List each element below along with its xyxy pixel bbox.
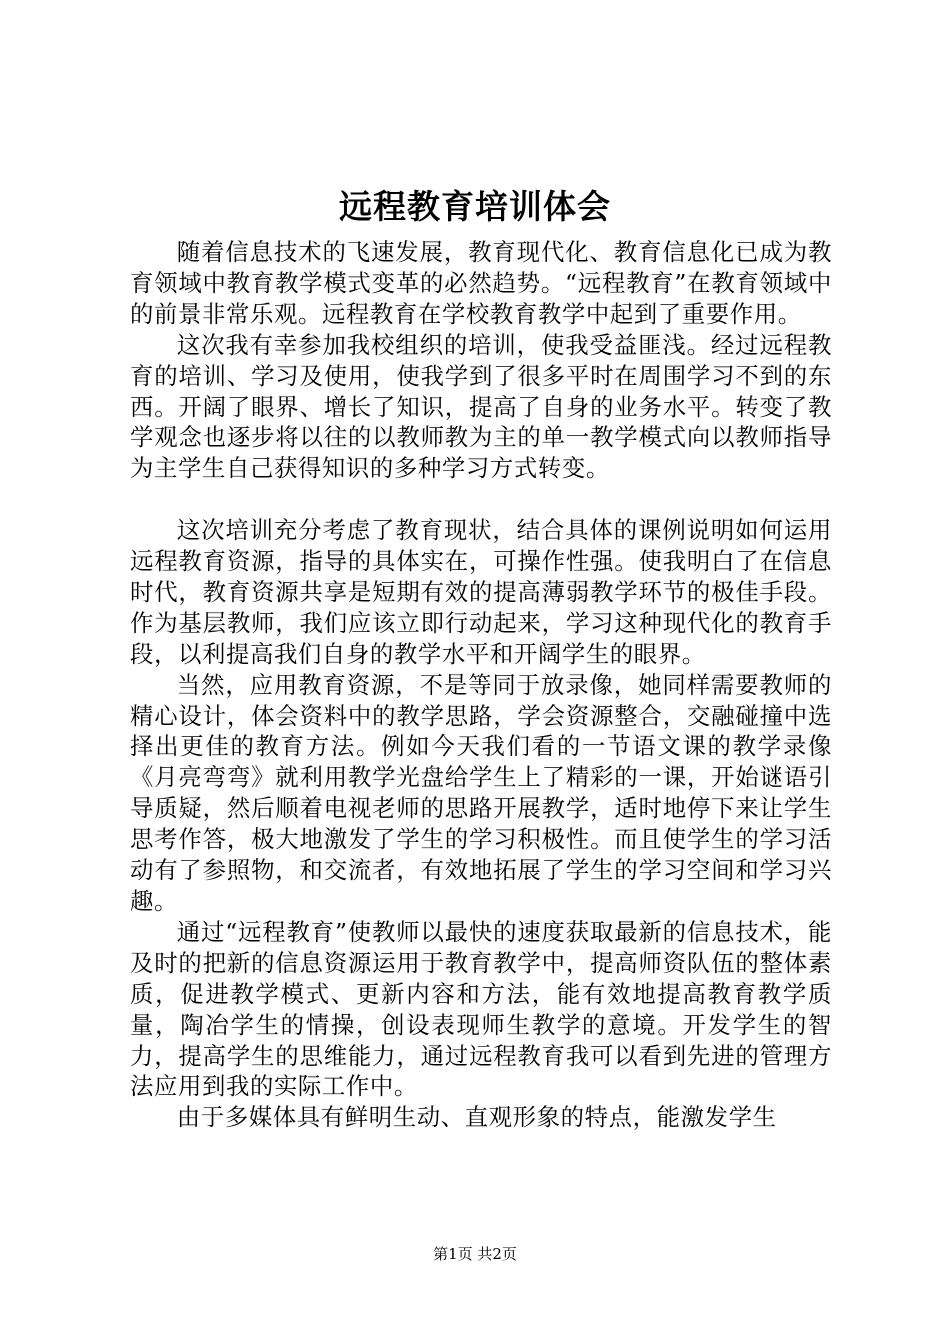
paragraph-5: 通过“远程教育”使教师以最快的速度获取最新的信息技术，能及时的把新的信息资源运用于教育教学中，提高师资队伍的整体素质，促进教学模式、更新内容和方法，能有效地提高教育教学质量，陶冶学生的情操，创设表现师生教学的意境。开发学生的智力，提高学生的思维能力，通过远程教育我可以看到先进的管理方法应用到我的实际工作中。 [130, 917, 832, 1101]
document-body [130, 237, 832, 1133]
paragraph-4: 当然，应用教育资源，不是等同于放录像，她同样需要教师的精心设计，体会资料中的教学思路，学会资源整合，交融碰撞中选择出更佳的教育方法。例如今天我们看的一节语文课的教学录像《月亮弯弯》就利用教学光盘给学生上了精彩的一课，开始谜语引导质疑，然后顺着电视老师的思路开展教学，适时地停下来让学生思考作答，极大地激发了学生的学习积极性。而且使学生的学习活动有了参照物，和交流者，有效地拓展了学生的学习空间和学习兴趣。 [130, 670, 832, 916]
page-footer: 第1页 共2页 [433, 1245, 517, 1263]
paragraph-2: 这次我有幸参加我校组织的培训，使我受益匪浅。经过远程教育的培训、学习及使用，使我学到了很多平时在周围学习不到的东西。开阔了眼界、增长了知识，提高了自身的业务水平。转变了教学观念也逐步将以往的以教师教为主的单一教学模式向以教师指导为主学生自己获得知识的多种学习方式转变。 [130, 330, 832, 483]
paragraph-3: 这次培训充分考虑了教育现状，结合具体的课例说明如何运用远程教育资源，指导的具体实在，可操作性强。使我明白了在信息时代，教育资源共享是短期有效的提高薄弱教学环节的极佳手段。作为基层教师，我们应该立即行动起来，学习这种现代化的教育手段，以利提高我们自身的教学水平和开阔学生的眼界。 [130, 516, 832, 668]
paragraph-6: 由于多媒体具有鲜明生动、直观形象的特点，能激发学生 [176, 1103, 777, 1132]
document-title: 远程教育培训体会 [339, 187, 611, 226]
paragraph-1: 随着信息技术的飞速发展，教育现代化、教育信息化已成为教育领域中教育教学模式变革的必然趋势。“远程教育”在教育领域中的前景非常乐观。远程教育在学校教育教学中起到了重要作用。 [130, 238, 832, 328]
